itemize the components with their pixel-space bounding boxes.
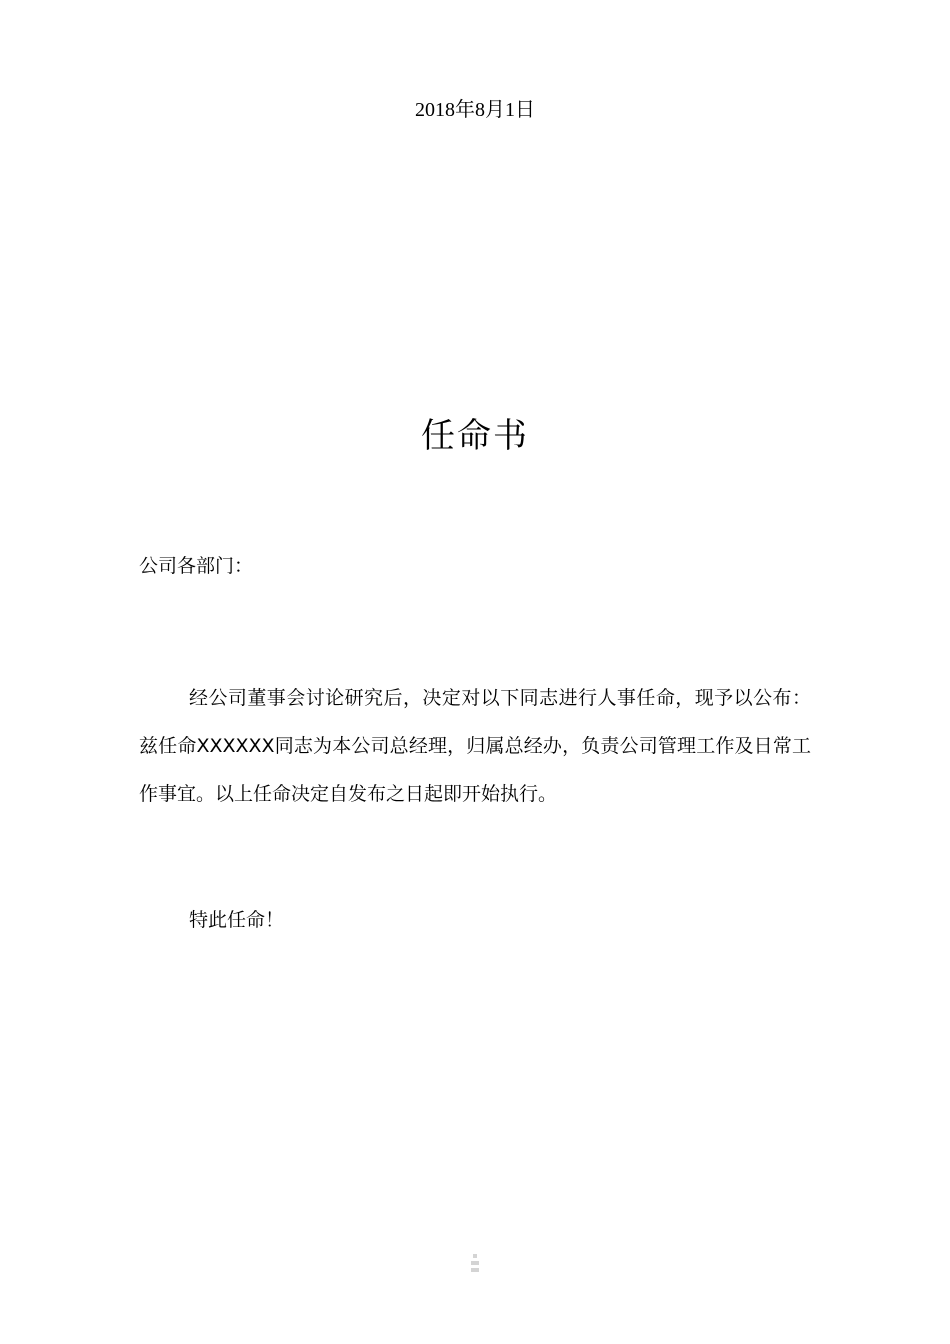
salutation: 公司各部门： <box>139 555 254 577</box>
page-watermark-mark <box>466 1253 484 1277</box>
body-paragraph: 经公司董事会讨论研究后，决定对以下同志进行人事任命，现予以公布：兹任命XXXXXX同志为本公司总经理，归属总经办，负责公司管理工作及日常工作事宜。以上任命决定自发布之日起即开始执行。 <box>139 687 811 805</box>
watermark-glyph <box>469 1253 481 1275</box>
closing-line: 特此任命！ <box>189 909 285 931</box>
document-title: 任命书 <box>421 416 529 456</box>
document-date: 2018年8月1日 <box>415 99 535 121</box>
